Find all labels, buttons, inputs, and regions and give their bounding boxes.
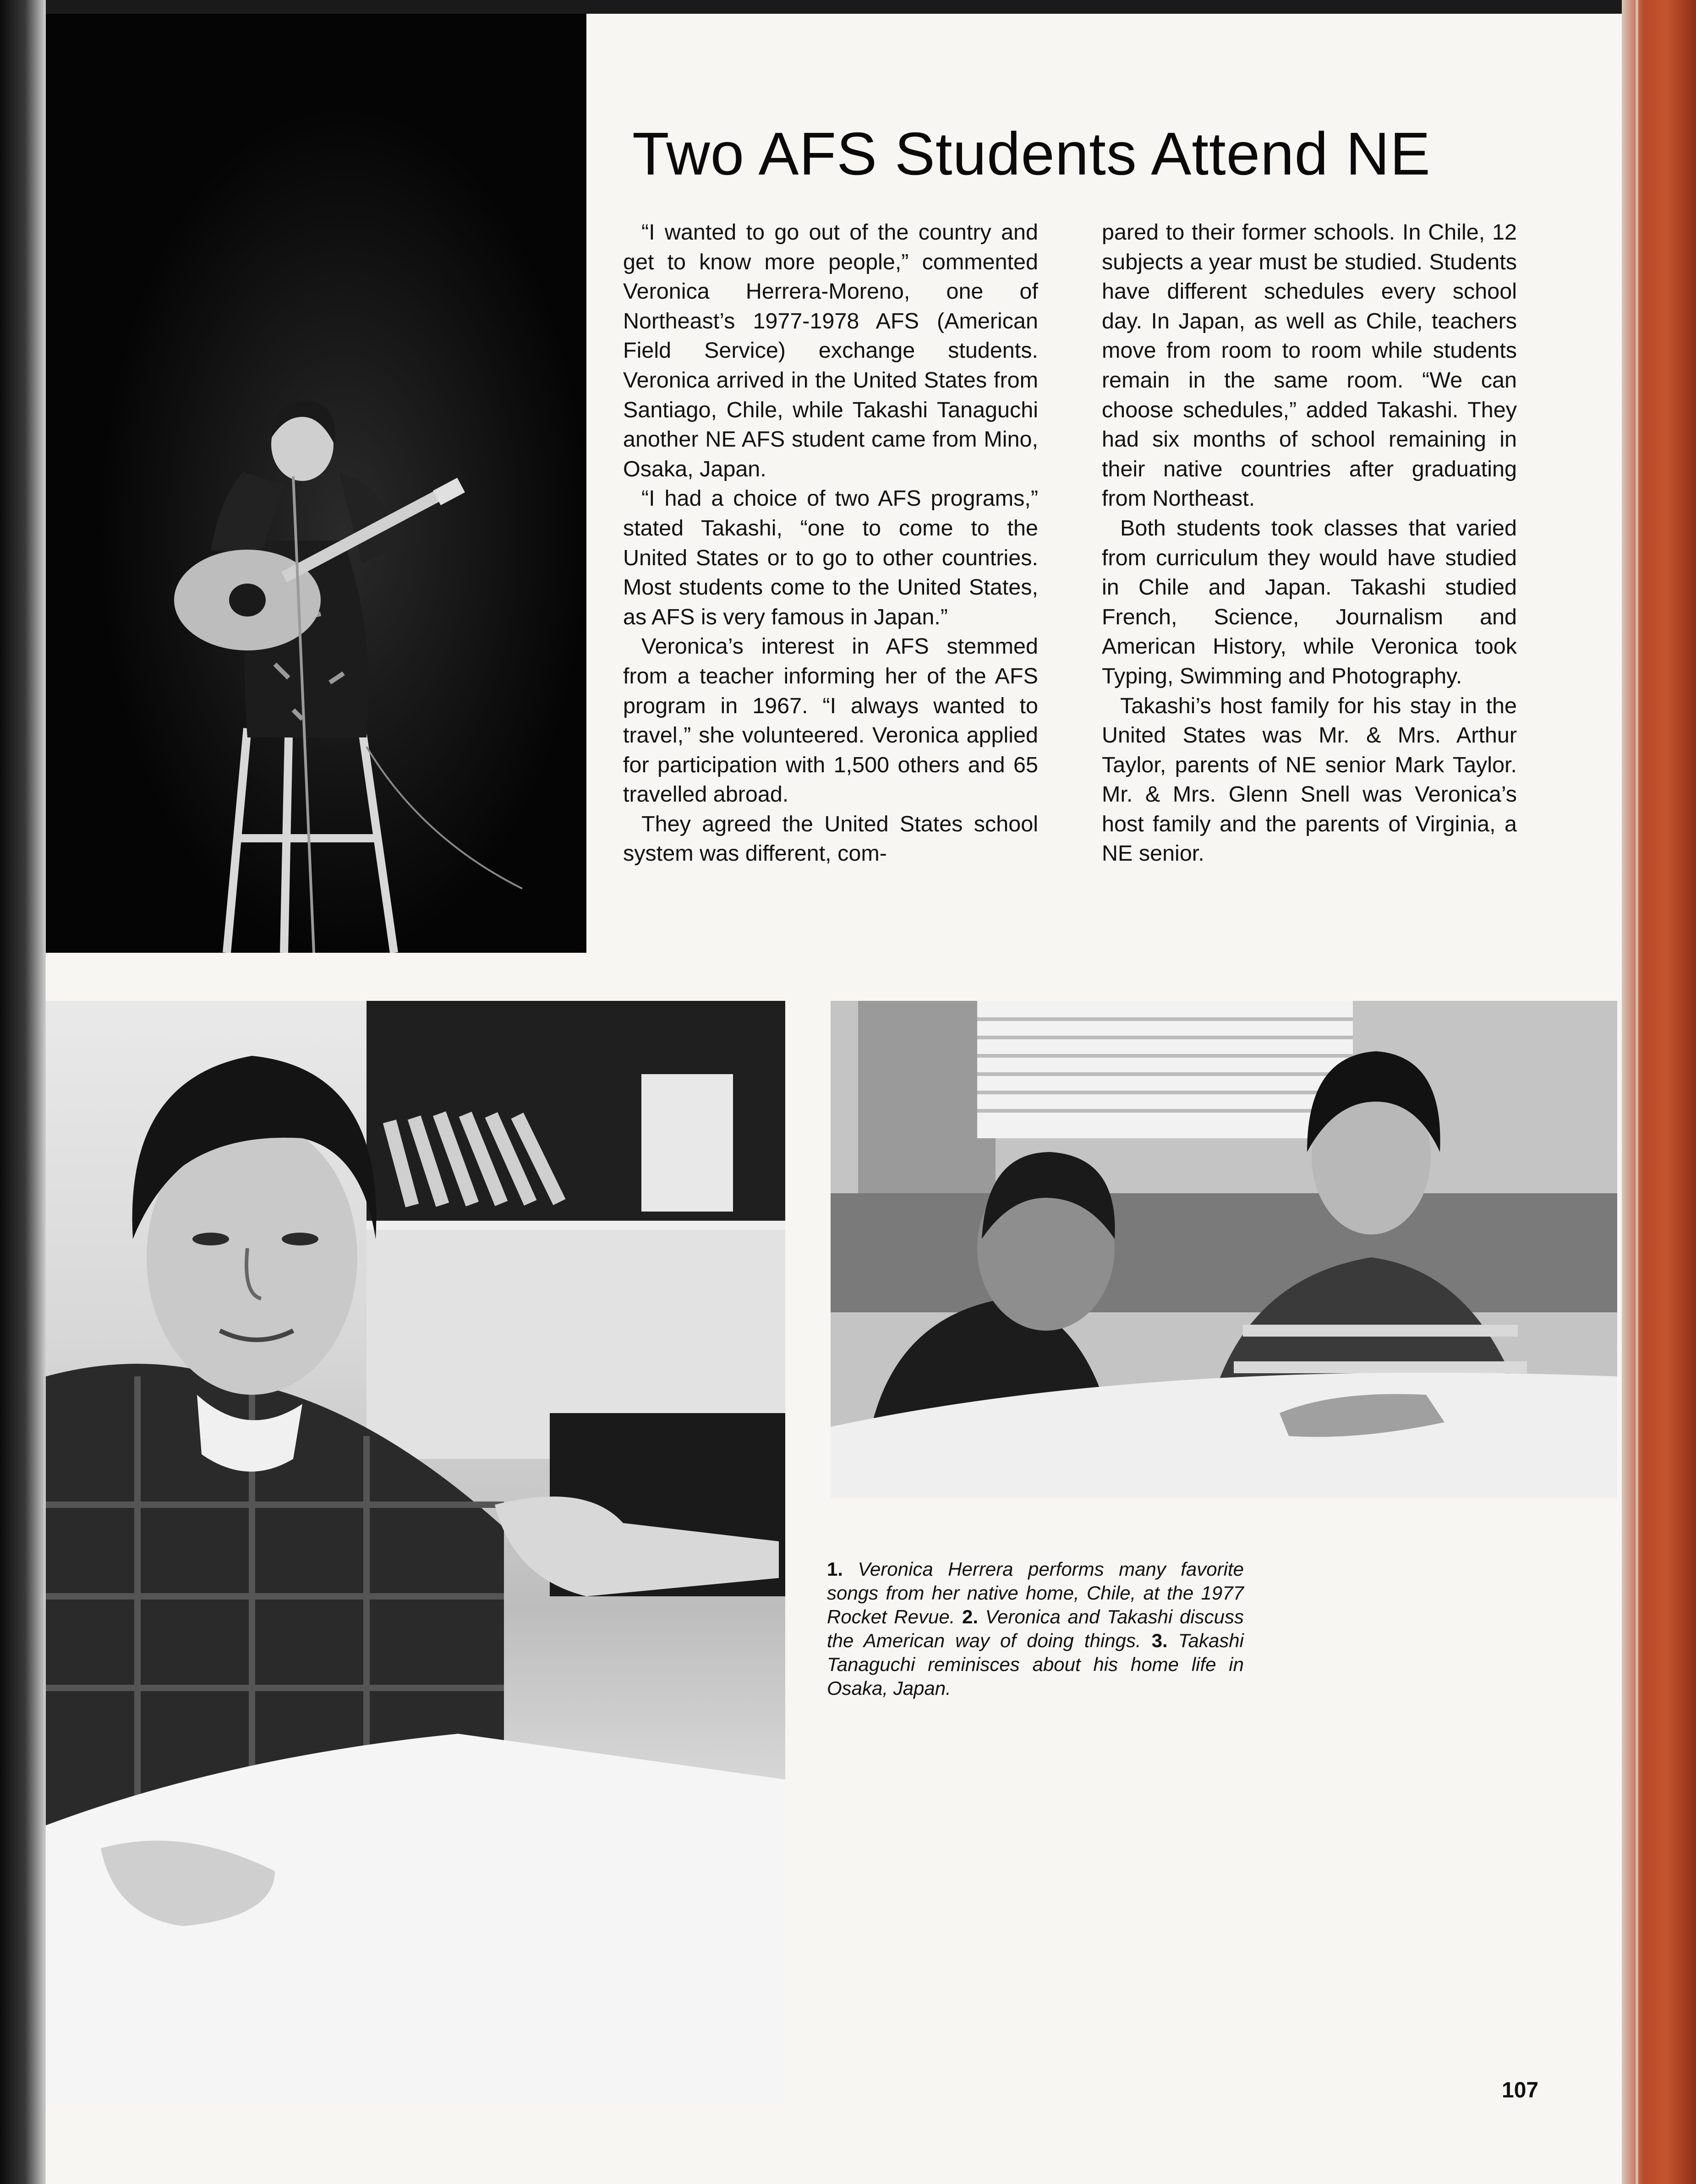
caption-text: Takashi Tanaguchi reminisces about his home life in Osaka, Japan. bbox=[827, 1630, 1244, 1699]
caption-number: 1. bbox=[827, 1558, 843, 1580]
caption-number: 3. bbox=[1151, 1630, 1168, 1651]
photo-performer-on-stage bbox=[46, 14, 586, 953]
book-left-edge bbox=[0, 0, 46, 2184]
article-paragraph: They agreed the United States school system was different, com- bbox=[623, 811, 1038, 866]
article-paragraph: Both students took classes that varied from curriculum they would have studied in Chile and Japan. Takashi studied French, Science, Journalism and American History, while Veronica took Typing, Swimming and Photography. bbox=[1102, 515, 1517, 688]
article-paragraph: “I wanted to go out of the country and get to know more people,” commented Veronica Herrera-Moreno, one of Northeast’s 1977-1978 AFS (American Field Service) exchange students. Veronica arrived in the United States from Santiago, Chile, while Takashi Tanaguchi another NE AFS student came from Mino, Osaka, Japan. bbox=[623, 220, 1038, 481]
article-paragraph: pared to their former schools. In Chile, 12 subjects a year must be studied. Students have different schedules every school day. In Japan, as well as Chile, teachers move from room to room while students remain in the same room. “We can choose schedules,” added Takashi. They had six months of school remaining in their native countries after graduating from Northeast. bbox=[1102, 220, 1517, 511]
page-number: 107 bbox=[1502, 2078, 1539, 2102]
article-paragraph: Veronica’s interest in AFS stemmed from a teacher informing her of the AFS program in 1967. “I always wanted to travel,” she volunteered. Veronica applied for participation with 1,500 others and 65 travelled abroad. bbox=[623, 634, 1038, 807]
caption-text: Veronica and Takashi discuss the American way of doing things. bbox=[827, 1606, 1244, 1651]
photo-students-at-table bbox=[831, 1001, 1617, 1498]
book-binding-edge bbox=[1622, 0, 1696, 2184]
photo-captions bbox=[827, 1557, 1244, 1700]
caption-text: Veronica Herrera performs many favorite songs from her native home, Chile, at the 1977 Rocket Revue. bbox=[827, 1558, 1244, 1627]
caption-number: 2. bbox=[962, 1606, 979, 1627]
article-column-2 bbox=[1102, 218, 1517, 868]
article-title: Two AFS Students Attend NE bbox=[632, 120, 1431, 187]
article-paragraph: Takashi’s host family for his stay in the United States was Mr. & Mrs. Arthur Taylor, parents of NE senior Mark Taylor. Mr. & Mrs. Glenn Snell was Veronica’s host family and the parents of Virginia, a NE senior. bbox=[1102, 693, 1517, 866]
photo-takashi-portrait bbox=[46, 1001, 785, 2105]
yearbook-page bbox=[46, 14, 1622, 2184]
article-column-1 bbox=[623, 218, 1038, 868]
article-paragraph: “I had a choice of two AFS programs,” stated Takashi, “one to come to the United States or to go to other countries. Most students come to the United States, as AFS is very famous in Japan.” bbox=[623, 486, 1038, 629]
